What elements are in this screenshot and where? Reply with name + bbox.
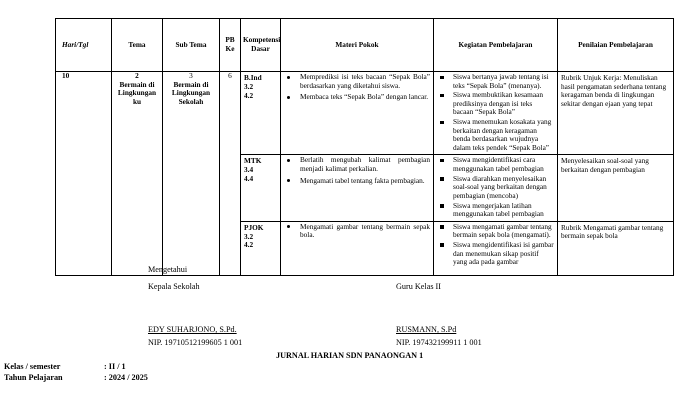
header-subtema: Sub Tema bbox=[163, 19, 220, 72]
header-komp-line1: Kompetensi bbox=[243, 35, 281, 45]
table-row bbox=[56, 72, 674, 155]
tema-line1: Bermain di bbox=[119, 79, 155, 89]
header-materi: Materi Pokok bbox=[281, 19, 434, 72]
kompetensi-cell bbox=[241, 221, 281, 275]
list-item: Mengamati tabel tentang fakta pembagian. bbox=[284, 177, 430, 186]
komp-kd2: 4.2 bbox=[244, 90, 254, 100]
header-komp-line2: Dasar bbox=[251, 44, 270, 53]
penilaian-cell: Rubrik Unjuk Kerja: Menuliskan hasil pengamatan sederhana tentang keragaman benda di lingkungan sekitar dengan ejaan yang tepat bbox=[558, 72, 674, 155]
journal-table bbox=[55, 18, 674, 276]
kegiatan-cell bbox=[434, 221, 558, 275]
header-pb-line2: Ke bbox=[225, 44, 235, 53]
header-pb-line1: PB bbox=[225, 35, 235, 45]
sig-left-name: EDY SUHARJONO, S.Pd. bbox=[148, 325, 237, 334]
header-kegiatan: Kegiatan Pembelajaran bbox=[434, 19, 558, 72]
materi-cell bbox=[281, 155, 434, 221]
sig-right-nip: NIP. 197432199911 1 001 bbox=[396, 338, 482, 347]
header-pb bbox=[220, 19, 241, 72]
hari-value: 10 bbox=[56, 72, 112, 276]
komp-kd2: 4.2 bbox=[244, 240, 254, 250]
subtema-line3: Sekolah bbox=[178, 96, 204, 106]
journal-title: JURNAL HARIAN SDN PANAONGAN 1 bbox=[276, 351, 424, 360]
sig-left-label1: Mengetahui bbox=[148, 265, 188, 274]
subtema-num: 3 bbox=[189, 71, 193, 80]
sig-right-label: Guru Kelas II bbox=[396, 282, 442, 291]
komp-kd2: 4.4 bbox=[244, 173, 254, 183]
komp-subject: B.Ind bbox=[244, 73, 262, 82]
list-item: Siswa diarahkan menyelesaikan soal-soal yang berkaitan dengan pembagian (mencoba) bbox=[437, 175, 554, 201]
sig-left-label2: Kepala Sekolah bbox=[148, 282, 200, 291]
list-item: Siswa membuktikan kesamaan prediksinya dengan isi teks bacaan “Sepak Bola” bbox=[437, 91, 554, 117]
list-item: Siswa mengidentifikasi isi gambar dan menemukan sikap positif yang ada pada gambar bbox=[437, 241, 554, 267]
materi-cell bbox=[281, 221, 434, 275]
subtema-line1: Bermain di bbox=[173, 79, 209, 89]
penilaian-cell: Rubrik Mengamati gambar tentang bermain sepak bola bbox=[558, 221, 674, 275]
komp-kd1: 3.2 bbox=[244, 231, 254, 241]
kelas-value: : II / 1 bbox=[104, 362, 126, 371]
list-item: Memprediksi isi teks bacaan “Sepak Bola” berdasarkan yang diketahui siswa. bbox=[284, 73, 430, 90]
list-item: Siswa mengamati gambar tentang bermain sepak bola (mengamati). bbox=[437, 223, 554, 240]
komp-subject: PJOK bbox=[244, 222, 264, 232]
tahun-value: : 2024 / 2025 bbox=[104, 373, 148, 382]
list-item: Siswa bertanya jawab tentang isi teks “Sepak Bola” (menanya). bbox=[437, 73, 554, 90]
komp-kd1: 3.2 bbox=[244, 81, 254, 91]
kelas-label: Kelas / semester bbox=[4, 362, 61, 371]
list-item: Siswa mengerjakan latihan menggunakan tabel pembagian bbox=[437, 202, 554, 219]
materi-cell bbox=[281, 72, 434, 155]
header-penilaian: Penilaian Pembelajaran bbox=[558, 19, 674, 72]
table-header-row bbox=[56, 19, 674, 72]
kompetensi-cell bbox=[241, 72, 281, 155]
kegiatan-cell bbox=[434, 72, 558, 155]
list-item: Membaca teks “Sepak Bola” dengan lancar. bbox=[284, 93, 430, 102]
list-item: Siswa menemukan kosakata yang berkaitan dengan keragaman benda berdasarkan wujudnya dalam teks pendek “Sepak Bola” bbox=[437, 118, 554, 152]
tema-line3: ku bbox=[132, 96, 142, 106]
tema-num: 2 bbox=[135, 71, 139, 80]
komp-kd1: 3.4 bbox=[244, 165, 254, 175]
kegiatan-cell bbox=[434, 155, 558, 221]
sig-right-name: RUSMANN, S.Pd bbox=[396, 325, 457, 334]
tema-line2: Lingkungan bbox=[117, 88, 157, 98]
penilaian-cell: Menyelesaikan soal-soal yang berkaitan dengan pembagian bbox=[558, 155, 674, 221]
pb-value: 6 bbox=[220, 72, 241, 276]
list-item: Siswa mengidentifikasi cara menggunakan tabel pembagian bbox=[437, 156, 554, 173]
subtema-cell bbox=[163, 72, 220, 276]
header-tema: Tema bbox=[112, 19, 163, 72]
header-kompetensi bbox=[241, 19, 281, 72]
header-hari: Hari/Tgl bbox=[56, 19, 112, 72]
subtema-line2: Lingkungan bbox=[171, 88, 211, 98]
komp-subject: MTK bbox=[244, 156, 262, 166]
tahun-label: Tahun Pelajaran bbox=[4, 373, 63, 382]
kompetensi-cell bbox=[241, 155, 281, 221]
list-item: Berlatih mengubah kalimat pembagian menjadi kalimat perkalian. bbox=[284, 156, 430, 173]
sig-left-nip: NIP. 19710512199605 1 001 bbox=[148, 338, 243, 347]
list-item: Mengamati gambar tentang bermain sepak bola. bbox=[284, 223, 430, 240]
tema-cell bbox=[112, 72, 163, 276]
